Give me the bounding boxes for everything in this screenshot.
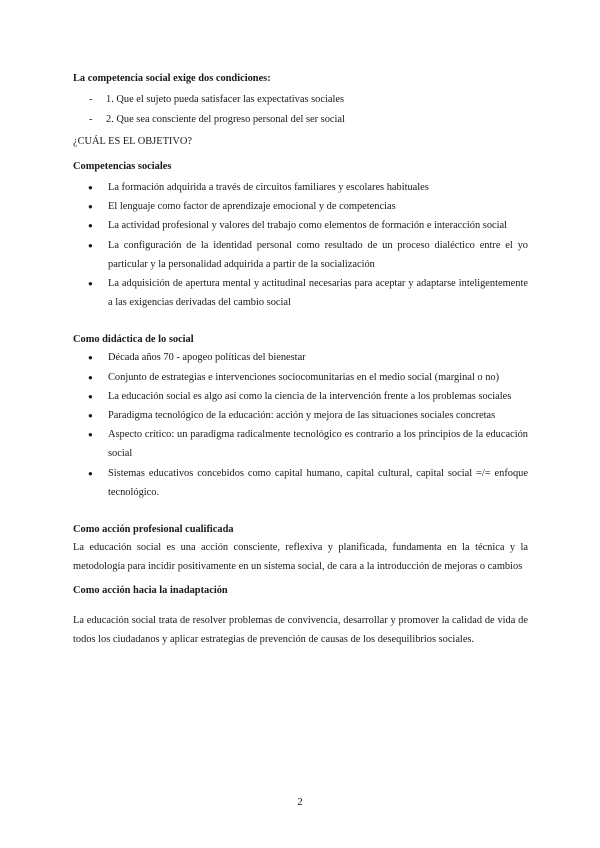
didactica-list xyxy=(73,348,528,502)
list-item: ● Conjunto de estrategias e intervenciones sociocomunitarias en el medio social (marginal o no) xyxy=(73,368,528,387)
list-item: ● Aspecto crítico: un paradigma radicalmente tecnológico es contrario a los principios de la educación social xyxy=(73,425,528,463)
list-item: - 2. Que sea consciente del progreso personal del ser social xyxy=(73,110,528,130)
list-item: ● La actividad profesional y valores del trabajo como elementos de formación e interacción social xyxy=(73,216,528,235)
list-item: ● Sistemas educativos concebidos como capital humano, capital cultural, capital social =/= enfoque tecnológico. xyxy=(73,464,528,502)
list-item: ● La configuración de la identidad personal como resultado de un proceso dialéctico entre el yo particular y la personalidad adquirida a partir de la socialización xyxy=(73,236,528,274)
list-item: ● La formación adquirida a través de circuitos familiares y escolares habituales xyxy=(73,178,528,197)
conditions-heading: La competencia social exige dos condiciones: xyxy=(73,73,271,84)
objective-question: ¿CUÁL ES EL OBJETIVO? xyxy=(73,136,192,147)
didactica-heading: Como didáctica de lo social xyxy=(73,334,194,346)
page-content xyxy=(73,70,528,649)
list-item: ● La adquisición de apertura mental y actitudinal necesarias para aceptar y adaptarse inteligentemente a las exigencias derivadas del cambio social xyxy=(73,274,528,312)
list-item: ● La educación social es algo así como la ciencia de la intervención frente a los problemas sociales xyxy=(73,387,528,406)
profesional-heading: Como acción profesional cualificada xyxy=(73,524,234,536)
list-item: - 1. Que el sujeto pueda satisfacer las expectativas sociales xyxy=(73,90,528,110)
conditions-list xyxy=(73,90,528,129)
competencias-list xyxy=(73,178,528,312)
list-item: ● Paradigma tecnológico de la educación: acción y mejora de las situaciones sociales concretas xyxy=(73,406,528,425)
inadaptacion-heading: Como acción hacia la inadaptación xyxy=(73,585,228,597)
page-number: 2 xyxy=(297,796,303,808)
profesional-paragraph: La educación social es una acción consciente, reflexiva y planificada, fundamenta en la técnica y la metodología para incidir positivamente en un sistema social, de cara a la introducción de mejoras o cambios xyxy=(73,542,528,573)
list-item: ● El lenguaje como factor de aprendizaje emocional y de competencias xyxy=(73,197,528,216)
competencias-heading: Competencias sociales xyxy=(73,161,172,172)
list-item: ● Década años 70 - apogeo políticas del bienestar xyxy=(73,348,528,367)
inadaptacion-paragraph: La educación social trata de resolver problemas de convivencia, desarrollar y promover la calidad de vida de todos los ciudadanos y aplicar estrategias de prevención de causas de los desequilibrios sociales. xyxy=(73,615,528,646)
